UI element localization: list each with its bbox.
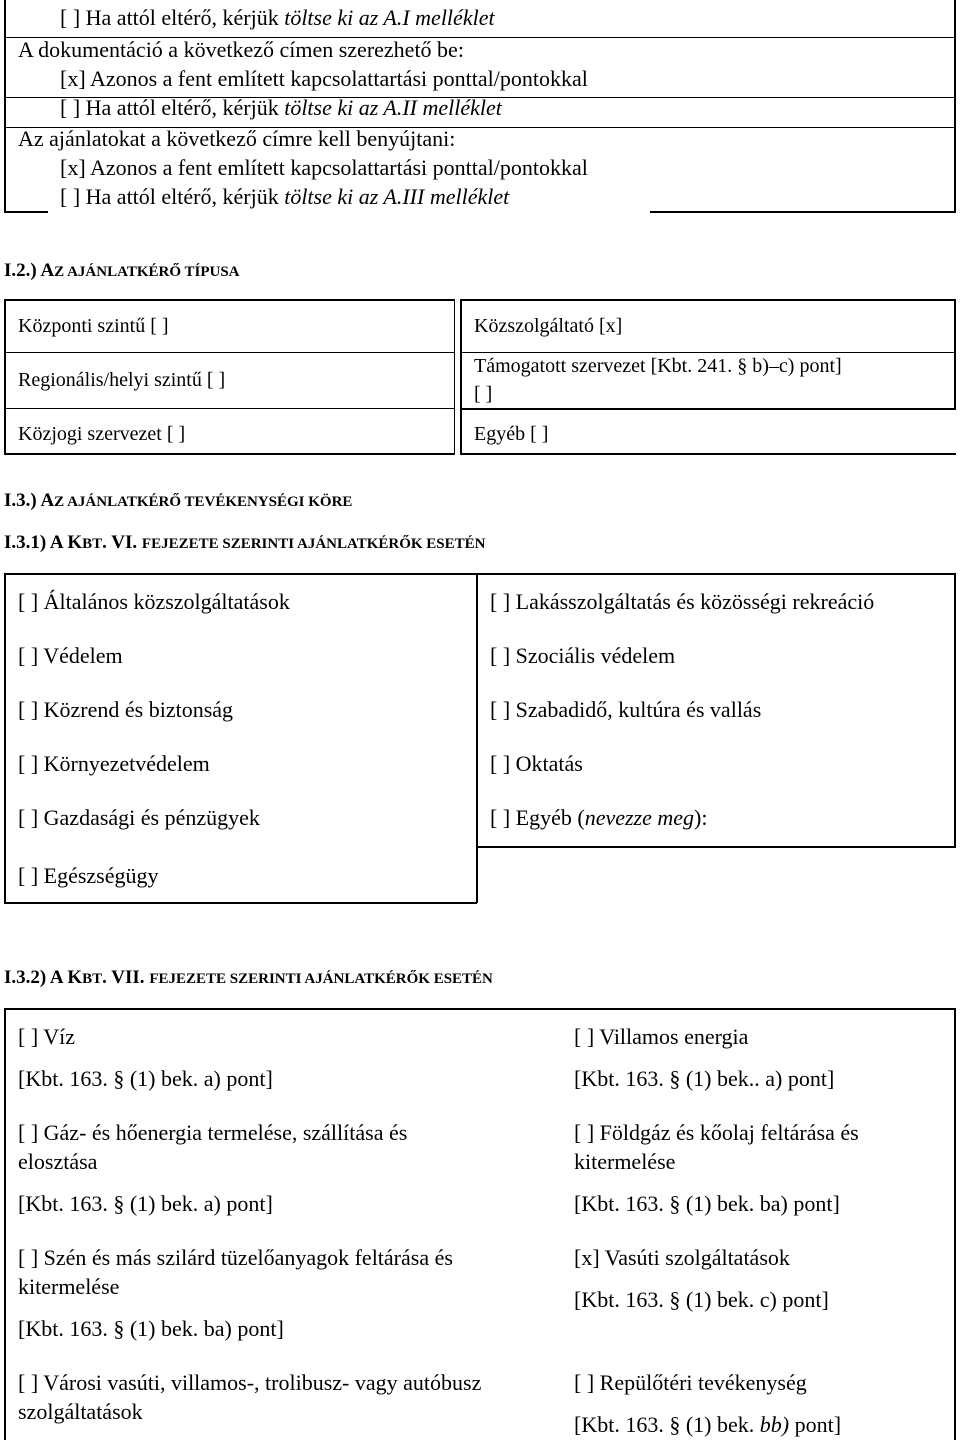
line-aii-annex: [ ] Ha attól eltérő, kérjük töltse ki az A.II melléklet <box>60 95 502 120</box>
utility-urban-transport-cont: szolgáltatások <box>18 1399 143 1424</box>
line-aiii-annex: [ ] Ha attól eltérő, kérjük töltse ki az A.III melléklet <box>60 184 510 209</box>
activity-social-protection: [ ] Szociális védelem <box>490 643 676 668</box>
doc-address-same: [x] Azonos a fent említett kapcsolattartási ponttal/pontokkal <box>60 66 588 91</box>
submit-address-heading: Az ajánlatokat a következő címre kell benyújtani: <box>18 126 456 151</box>
utility-urban-transport: [ ] Városi vasúti, villamos-, trolibusz- vagy autóbusz <box>18 1370 482 1395</box>
activity-public-order: [ ] Közrend és biztonság <box>18 697 234 722</box>
utility-gas-heat: [ ] Gáz- és hőenergia termelése, szállítása és <box>18 1120 408 1145</box>
activity-housing: [ ] Lakásszolgáltatás és közösségi rekreáció <box>490 589 875 614</box>
public-law-body-option: Közjogi szervezet [ ] <box>18 423 186 445</box>
utility-oil-gas: [ ] Földgáz és kőolaj feltárása és <box>574 1120 859 1145</box>
utility-electricity-ref: [Kbt. 163. § (1) bek.. a) pont] <box>574 1066 835 1091</box>
supported-org-checkbox: [ ] <box>474 383 493 405</box>
utility-oil-gas-cont: kitermelése <box>574 1149 676 1174</box>
utility-airport: [ ] Repülőtéri tevékenység <box>574 1370 807 1395</box>
section-i3-heading: I.3.) AZ AJÁNLATKÉRŐ TEVÉKENYSÉGI KÖRE <box>4 490 353 511</box>
regional-level-option: Regionális/helyi szintű [ ] <box>18 369 226 391</box>
other-type-option: Egyéb [ ] <box>474 423 549 445</box>
activity-education: [ ] Oktatás <box>490 751 583 776</box>
supported-org-option: Támogatott szervezet [Kbt. 241. § b)–c) pont] <box>474 355 842 377</box>
activity-health: [ ] Egészségügy <box>18 863 159 888</box>
activity-recreation-culture: [ ] Szabadidő, kultúra és vallás <box>490 697 762 722</box>
section-i31-heading: I.3.1) A KBT. VI. FEJEZETE SZERINTI AJÁNLATKÉRŐK ESETÉN <box>4 532 486 553</box>
utility-gas-heat-cont: elosztása <box>18 1149 98 1174</box>
utility-gas-heat-ref: [Kbt. 163. § (1) bek. a) pont] <box>18 1191 273 1216</box>
utility-water: [ ] Víz <box>18 1024 76 1049</box>
doc-address-heading: A dokumentáció a következő címen szerezhető be: <box>18 37 464 62</box>
activity-defence: [ ] Védelem <box>18 643 123 668</box>
activity-environment: [ ] Környezetvédelem <box>18 751 210 776</box>
utility-railway-ref: [Kbt. 163. § (1) bek. c) pont] <box>574 1287 829 1312</box>
central-level-option: Központi szintű [ ] <box>18 315 169 337</box>
utility-airport-ref: [Kbt. 163. § (1) bek. bb) pont] <box>574 1412 842 1437</box>
section-i2-heading: I.2.) AZ AJÁNLATKÉRŐ TÍPUSA <box>4 260 240 281</box>
activity-economic-financial: [ ] Gazdasági és pénzügyek <box>18 805 260 830</box>
activity-general-services: [ ] Általános közszolgáltatások <box>18 589 290 614</box>
line-ai-annex: [ ] Ha attól eltérő, kérjük töltse ki az A.I melléklet <box>60 5 495 30</box>
utility-railway: [x] Vasúti szolgáltatások <box>574 1245 790 1270</box>
section-i32-heading: I.3.2) A KBT. VII. FEJEZETE SZERINTI AJÁNLATKÉRŐK ESETÉN <box>4 967 493 988</box>
utility-coal: [ ] Szén és más szilárd tüzelőanyagok feltárása és <box>18 1245 453 1270</box>
utility-oil-gas-ref: [Kbt. 163. § (1) bek. ba) pont] <box>574 1191 840 1216</box>
utility-coal-cont: kitermelése <box>18 1274 120 1299</box>
submit-address-same: [x] Azonos a fent említett kapcsolattartási ponttal/pontokkal <box>60 155 588 180</box>
utility-coal-ref: [Kbt. 163. § (1) bek. ba) pont] <box>18 1316 284 1341</box>
public-utility-option: Közszolgáltató [x] <box>474 315 623 337</box>
utility-water-ref: [Kbt. 163. § (1) bek. a) pont] <box>18 1066 273 1091</box>
utility-electricity: [ ] Villamos energia <box>574 1024 749 1049</box>
activity-other: [ ] Egyéb (nevezze meg): <box>490 805 708 830</box>
